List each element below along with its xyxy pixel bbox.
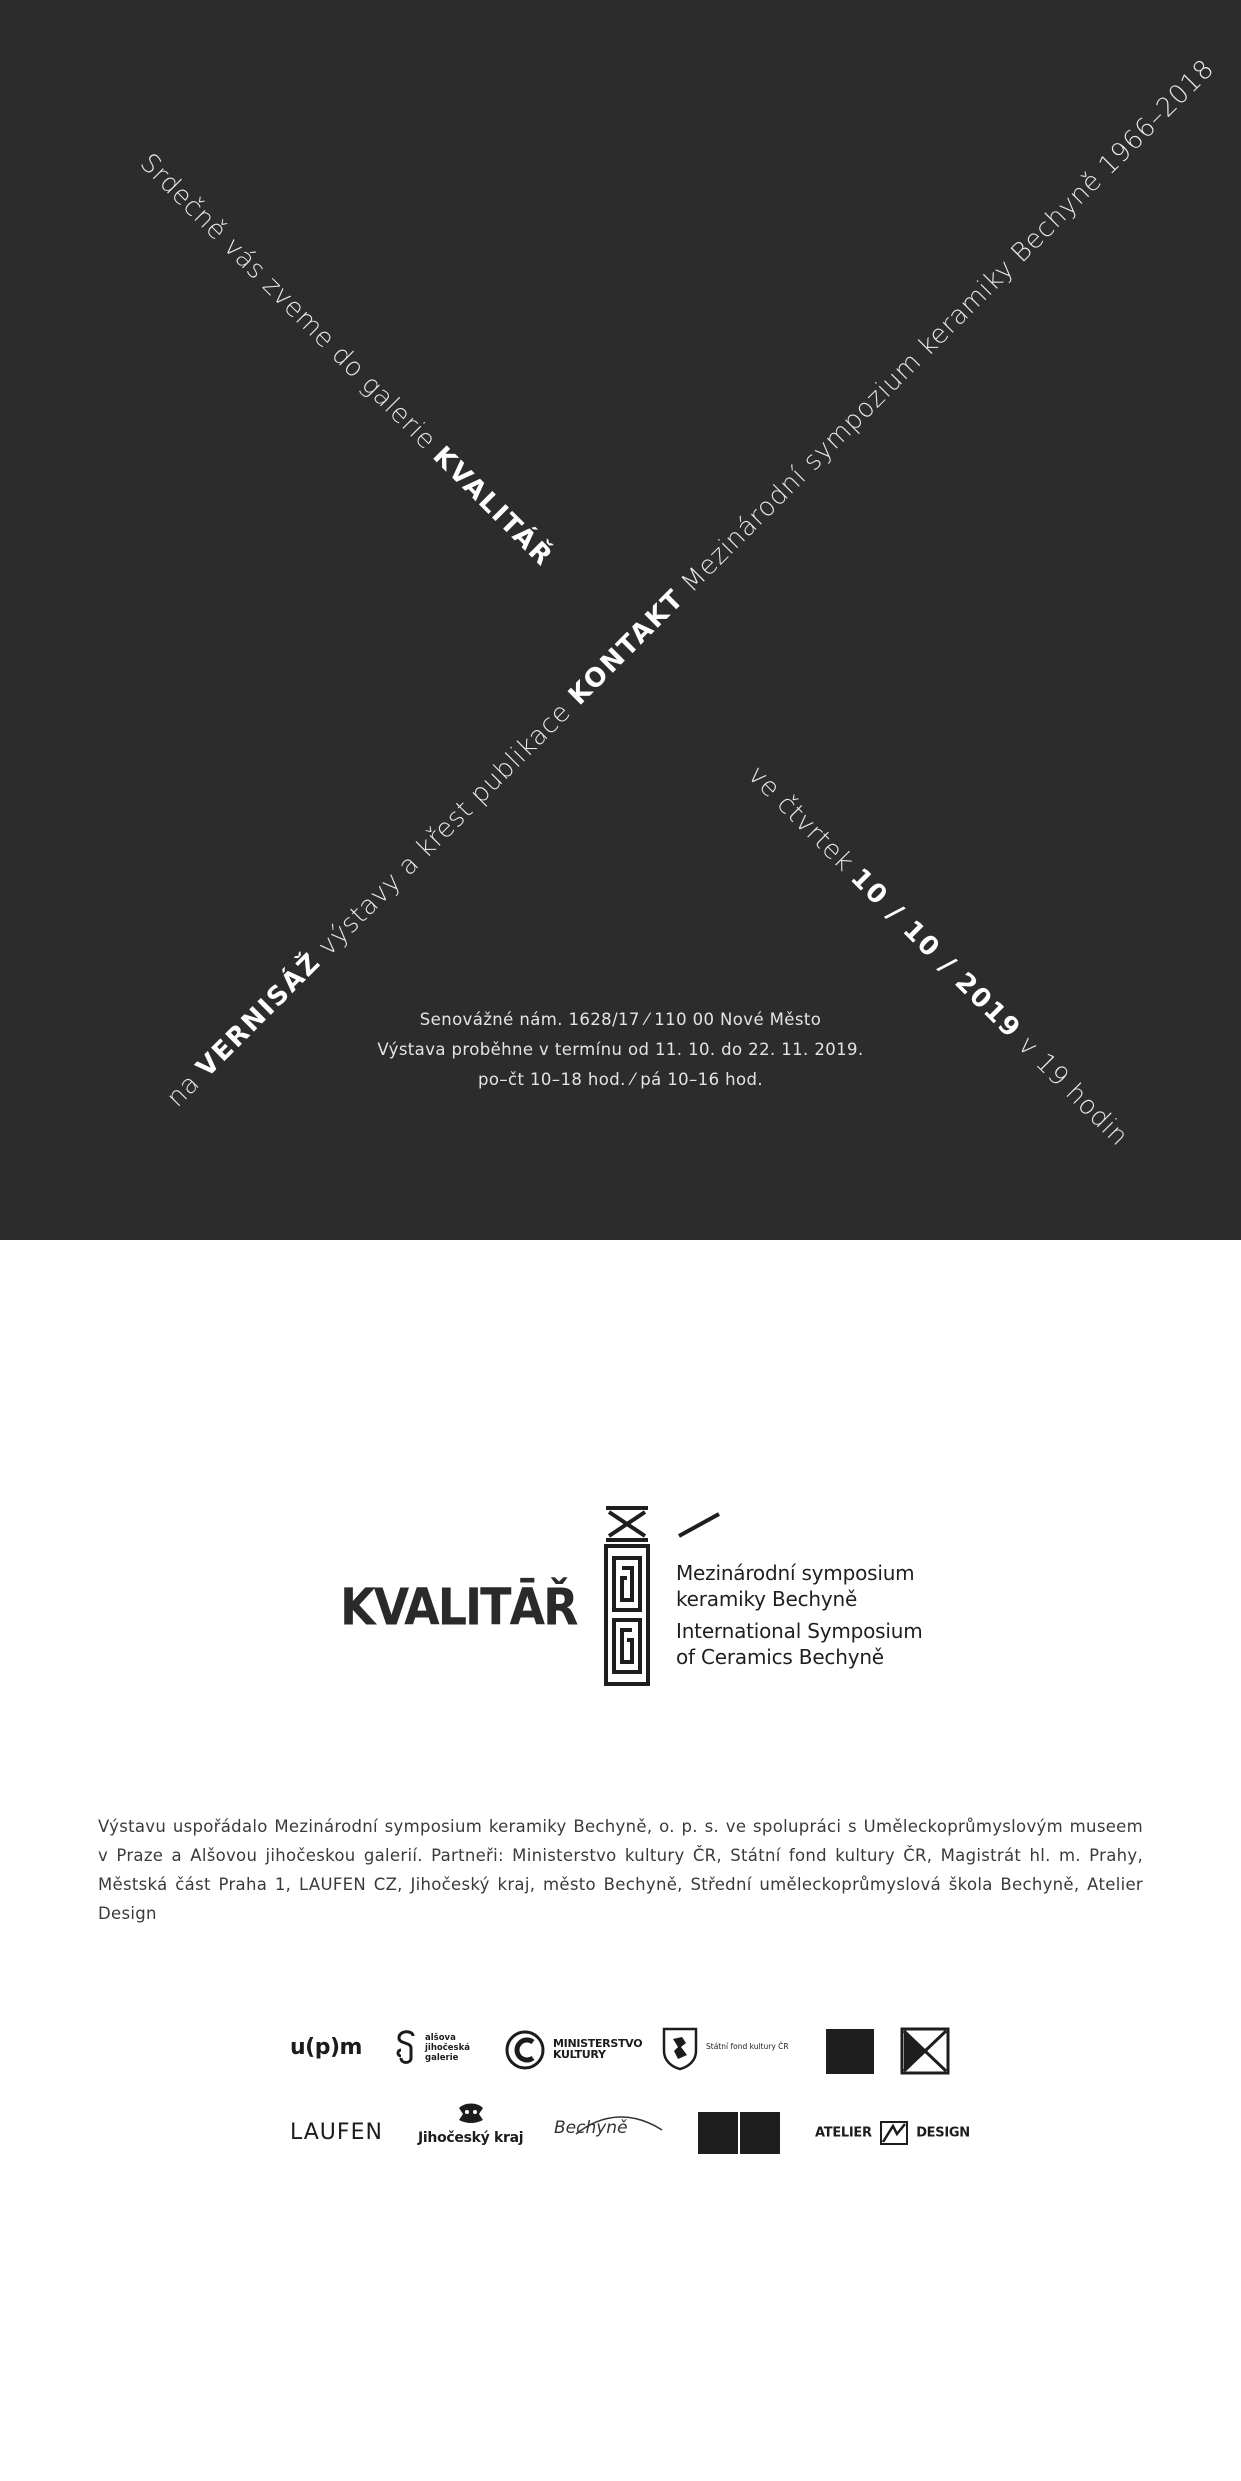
ministry-icon: [505, 2030, 547, 2070]
upm-logo: u(p)m: [290, 2035, 362, 2060]
ministry-of-culture-logo: [505, 2030, 643, 2074]
exhibition-info: [0, 1005, 1241, 1095]
atelier-label: ATELIER: [815, 2125, 872, 2141]
state-culture-fund-logo: [660, 2025, 789, 2075]
ajg-label: jihočeská: [425, 2043, 470, 2053]
state-culture-fund-label: Státní fond kultury ČR: [706, 2042, 789, 2051]
symposium-name-cz: keramiky Bechyně: [676, 1587, 858, 1611]
invitation-text: na: [161, 1062, 213, 1114]
atelier-mark-icon: [879, 2120, 909, 2146]
invitation-text: Srdečně vás zveme do galerie: [133, 148, 448, 463]
symposium-logo-mark-icon: [603, 1506, 651, 1686]
jihocesky-kraj-logo: [418, 2102, 523, 2146]
gallery-name: KVALITÁŘ: [426, 440, 559, 573]
partner-square-logo: [826, 2029, 874, 2074]
ministry-label: KULTURY: [553, 2048, 606, 2061]
exhibition-duration: Výstava proběhne v termínu od 11. 10. do 22. 11. 2019.: [377, 1040, 864, 1059]
symposium-name-en: of Ceramics Bechyně: [676, 1645, 884, 1669]
ajg-icon: [393, 2028, 419, 2068]
credits-line: Výstavu uspořádalo Mezinárodní symposium keramiky Bechyně, o. p. s. ve spolupráci s Uměleckoprůmyslovým museem: [98, 1817, 1143, 1836]
bechyne-label: Bechyně: [554, 2118, 628, 2138]
vernisage-label: VERNISÁŽ: [190, 946, 328, 1084]
invitation-text: výstavy a křest publikace: [306, 697, 577, 969]
ministry-label: MINISTERSTVO: [553, 2037, 643, 2050]
venue-address: Senovážné nám. 1628/17 ⁄ 110 00 Nové Město: [419, 1010, 822, 1029]
main-logos: [0, 1500, 1241, 1700]
region-label: Jihočeský kraj: [418, 2130, 524, 2146]
bechyne-logo: [554, 2118, 628, 2138]
event-date: 10 / 10 / 2019: [844, 862, 1027, 1046]
exhibition-subtitle: Mezinárodní sympozium keramiky Bechyně 1966–2018: [669, 53, 1221, 605]
region-crest-icon: [455, 2102, 487, 2124]
opening-hours: po–čt 10–18 hod. ⁄ pá 10–16 hod.: [478, 1070, 763, 1089]
credits-line: Městská část Praha 1, LAUFEN CZ, Jihočeský kraj, město Bechyně, Střední uměleckoprůmyslová škola Bechyně, Atelier Design: [98, 1875, 1143, 1923]
symposium-name-cz: Mezinárodní symposium: [676, 1561, 915, 1585]
invitation-text: ve čtvrtek: [741, 760, 866, 884]
symposium-name-en: International Symposium: [676, 1619, 923, 1643]
bechyne-bridge-icon: [574, 2108, 664, 2138]
ajg-logo: [393, 2028, 470, 2072]
partner-double-logo: [698, 2112, 780, 2154]
ajg-label: galerie: [425, 2053, 459, 2063]
symposium-slash-icon: [675, 1512, 723, 1538]
exhibition-title: KONTAKT: [563, 583, 691, 712]
laufen-logo: LAUFEN: [290, 2120, 383, 2145]
symposium-logo-text: [676, 1560, 922, 1670]
partner-x-logo-icon: [900, 2027, 950, 2075]
atelier-label: DESIGN: [916, 2125, 970, 2141]
kvalitar-logo: KVALITĀŘ: [340, 1577, 577, 1637]
atelier-design-logo: [815, 2120, 970, 2146]
ajg-label: alšova: [425, 2033, 456, 2043]
lion-crest-icon: [660, 2025, 700, 2071]
credits-text: [98, 1812, 1143, 1928]
event-time: v 19 hodin: [1005, 1023, 1134, 1153]
credits-line: v Praze a Alšovou jihočeskou galerií. Partneři: Ministerstvo kultury ČR, Státní fond kultury ČR, Magistrát hl. m. Prahy,: [98, 1846, 1143, 1865]
